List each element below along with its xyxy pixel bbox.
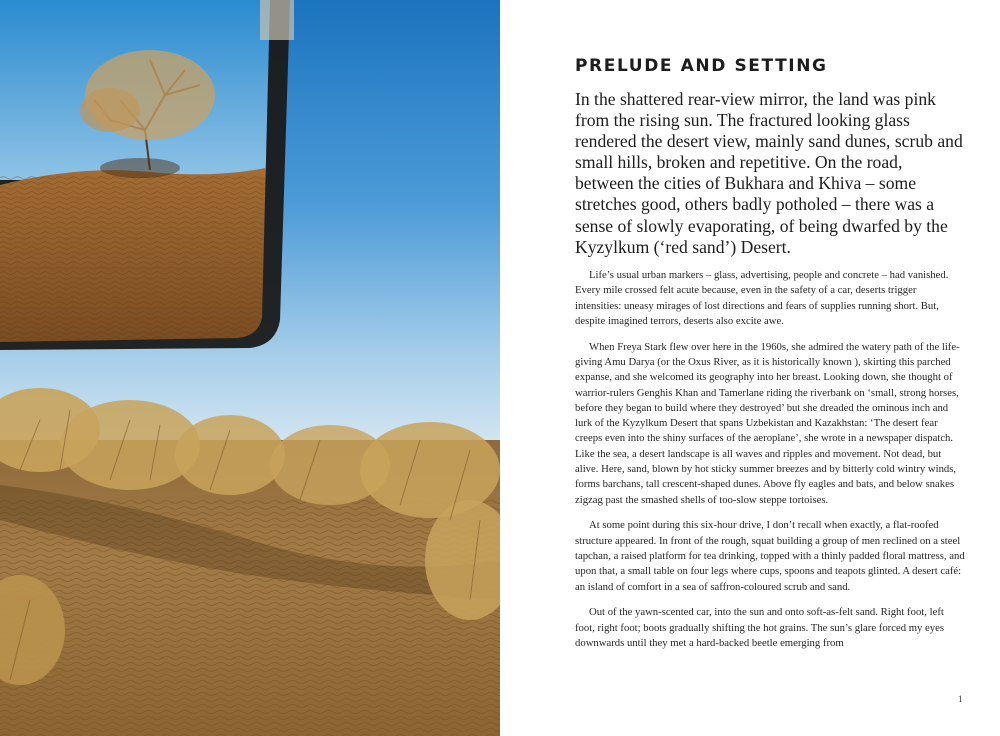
page-number: 1	[958, 694, 963, 704]
section-title: PRELUDE AND SETTING	[575, 56, 828, 76]
body-paragraph-2: When Freya Stark flew over here in the 1960s, she admired the watery path of the life-giving Amu Darya (or the Oxus River, as it is historically known ), skirting this parched expanse, and she welcomed its geography into her breast. Looking down, she thought of warrior-rulers Genghis Khan and Tamerlane riding the riverbank on ‘small, strong horses, before they began to build where they destroyed’ but she dreaded the ominous inch and lurk of the Kyzylkum Desert that spans Uzbekistan and Kazakhstan: ‘The desert fear creeps even into the shiny surfaces of the aeroplane’, she wrote in a newspaper dispatch. Like the sea, a desert landscape is all waves and ripples and movement. Not dead, but alive. Here, sand, blown by hot sticky summer breezes and by bitterly cold wintry winds, forms barchans, tall crescent-shaped dunes. Above fly eagles and bats, and below snakes zigzag past the smashed shells of too-slow steppe tortoises.	[575, 340, 960, 506]
body-paragraph-1: Life’s usual urban markers – glass, advertising, people and concrete – had vanished. Every mile crossed felt acute because, even in the safety of a car, deserts trigger intensities: uneasy mirages of lost directions and fears of supplies running short. But, despite imagined terrors, deserts also excite awe.	[575, 269, 949, 327]
text-page	[500, 0, 1000, 736]
body-paragraph-4: Out of the yawn-scented car, into the sun and onto soft-as-felt sand. Right foot, left foot, right foot; boots gradually shifting the hot grains. The sun’s glare forced my eyes downwards until they met a hard-backed beetle emerging from	[575, 606, 945, 650]
rear-view-mirror	[0, 0, 294, 350]
body-paragraph-3: At some point during this six-hour drive, I don’t recall when exactly, a flat-roofed structure appeared. In front of the rough, squat building a group of men reclined on a steel tapchan, a raised platform for tea drinking, topped with a thinly padded floral mattress, and upon that, a small table on four legs where cups, spoons and teapots glinted. A desert café: an island of comfort in a sea of saffron-coloured scrub and sand.	[575, 519, 965, 593]
body-text	[575, 268, 965, 662]
lead-paragraph: In the shattered rear-view mirror, the land was pink from the rising sun. The fractured looking glass rendered the desert view, mainly sand dunes, scrub and small hills, broken and repetitive. On the road, between the cities of Bukhara and Khiva – some stretches good, others badly potholed – there was a sense of slowly evaporating, of being dwarfed by the Kyzylkum (‘red sand’) Desert.	[575, 89, 963, 257]
